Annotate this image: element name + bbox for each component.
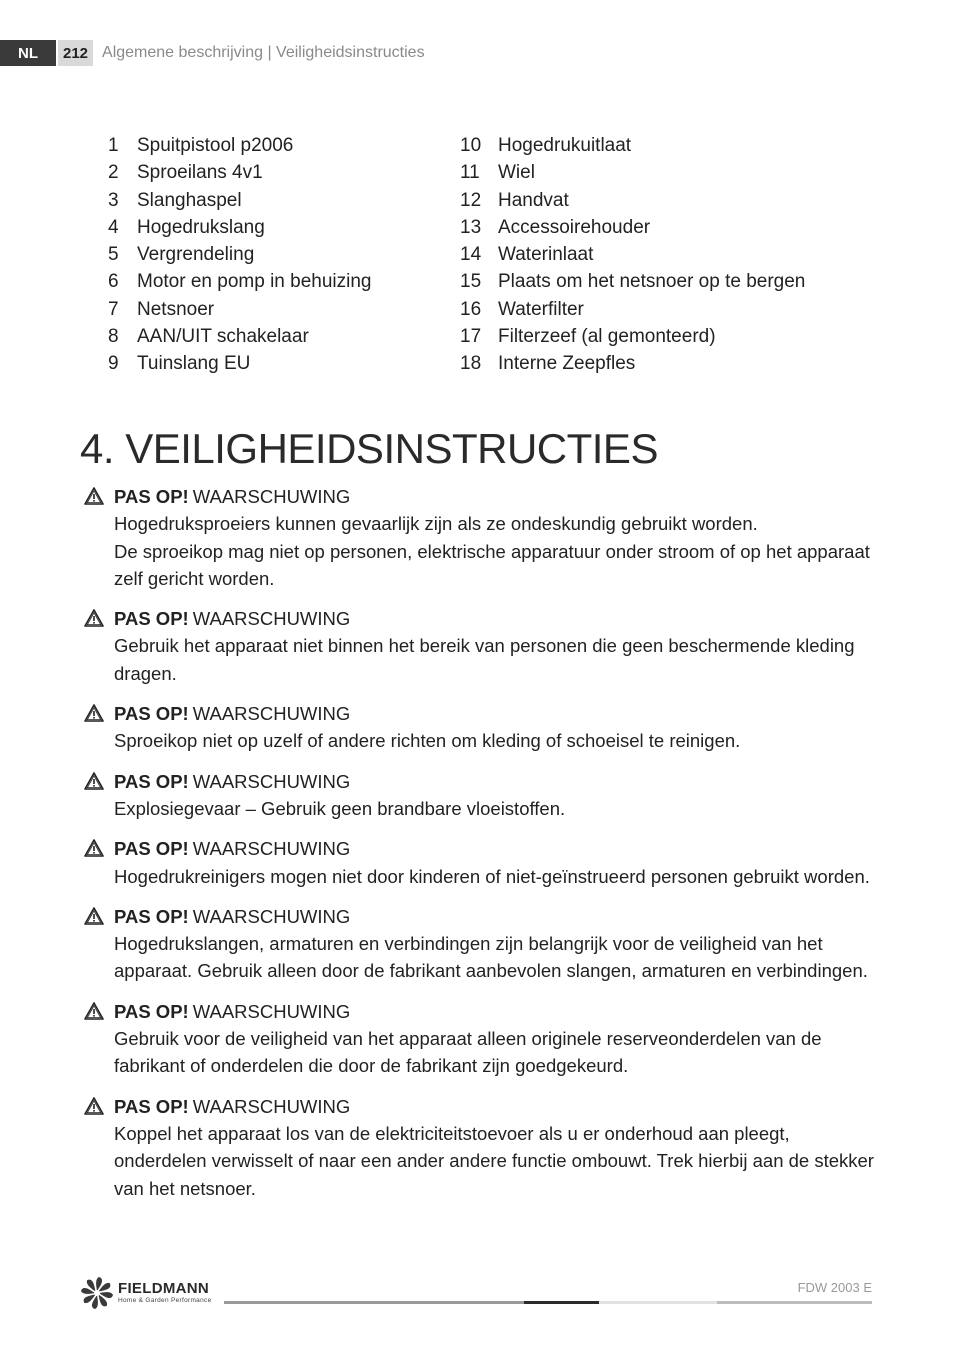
warning-triangle-icon — [84, 704, 104, 722]
list-item — [108, 241, 371, 268]
list-item — [108, 268, 371, 295]
fan-logo-icon — [80, 1276, 114, 1310]
warning-block — [84, 483, 884, 592]
page-header — [0, 40, 425, 66]
item-label: Hogedrukslang — [137, 216, 265, 238]
warning-caution: PAS OP! — [114, 486, 189, 507]
warning-title — [114, 483, 884, 510]
warning-caution: PAS OP! — [114, 770, 189, 792]
warning-triangle-icon — [84, 839, 104, 857]
list-item — [108, 296, 371, 323]
warning-block — [84, 700, 884, 755]
warning-triangle-icon — [84, 1097, 104, 1115]
item-label: Handvat — [498, 189, 569, 211]
warning-text-line: apparaat. Gebruik alleen door de fabrikant aanbevolen slangen, armaturen en verbindingen. — [114, 960, 868, 982]
item-number: 1 — [108, 135, 119, 156]
list-item — [460, 132, 805, 159]
item-number: 5 — [108, 244, 119, 266]
footer-rule — [599, 1301, 717, 1304]
warning-title — [114, 700, 884, 727]
brand-name: FIELDMANN — [118, 1280, 210, 1297]
item-label: Vergrendeling — [137, 244, 255, 266]
item-label: Tuinslang EU — [137, 353, 251, 375]
warning-triangle-icon — [84, 907, 104, 925]
item-number: 4 — [108, 216, 119, 238]
item-number: 6 — [108, 271, 119, 293]
parts-list-right — [460, 132, 805, 378]
page-number: 212 — [58, 40, 93, 66]
warning-label: WAARSCHUWING — [192, 608, 351, 630]
item-number: 9 — [108, 353, 119, 375]
warning-text-line: Gebruik het apparaat niet binnen het bereik van personen die geen beschermende kleding — [114, 635, 855, 657]
item-label: Spuitpistool p2006 — [137, 135, 294, 156]
footer-rule — [524, 1301, 599, 1304]
item-number: 15 — [460, 271, 482, 293]
item-label: Hogedrukuitlaat — [498, 135, 632, 156]
warning-label: WAARSCHUWING — [192, 1095, 351, 1117]
warning-label: WAARSCHUWING — [192, 838, 351, 860]
language-badge: NL — [0, 40, 56, 66]
item-label: Interne Zeepfles — [498, 353, 636, 375]
breadcrumb: Algemene beschrijving | Veiligheidsinstructies — [102, 44, 425, 61]
item-number: 10 — [460, 135, 482, 156]
footer-rule — [717, 1301, 872, 1304]
model-number: FDW 2003 E — [797, 1280, 872, 1295]
warning-title — [114, 1093, 884, 1120]
warning-block — [84, 605, 884, 687]
warning-text-line: Explosiegevaar – Gebruik geen brandbare vloeistoffen. — [114, 797, 566, 819]
warning-block — [84, 835, 884, 890]
warning-text-line: Hogedrukslangen, armaturen en verbindingen zijn belangrijk voor de veiligheid van het — [114, 933, 823, 955]
list-item — [108, 159, 371, 186]
warning-text-line: Hogedrukreinigers mogen niet door kinderen of niet-geïnstrueerd personen gebruikt worden. — [114, 865, 870, 887]
warning-caution: PAS OP! — [114, 838, 189, 860]
section-title: 4. VEILIGHEIDSINSTRUCTIES — [80, 425, 658, 472]
item-label: AAN/UIT schakelaar — [137, 326, 309, 348]
warning-title — [114, 903, 884, 930]
warning-text-line: onderdelen verwisselt of naar een ander andere functie ombouwt. Trek hierbij aan de stekker — [114, 1150, 874, 1172]
warning-text-line: Hogedruksproeiers kunnen gevaarlijk zijn als ze ondeskundig gebruikt worden. — [114, 513, 758, 535]
warning-text-line: Gebruik voor de veiligheid van het apparaat alleen originele reserveonderdelen van de — [114, 1028, 822, 1050]
item-label: Slanghaspel — [137, 189, 242, 211]
item-number: 7 — [108, 298, 119, 320]
item-number: 8 — [108, 326, 119, 348]
list-item — [460, 159, 805, 186]
parts-list-left — [108, 132, 371, 378]
warning-triangle-icon — [84, 1002, 104, 1020]
warning-caution: PAS OP! — [114, 1095, 189, 1117]
item-number: 13 — [460, 216, 482, 238]
warning-block — [84, 903, 884, 985]
warning-block — [84, 1093, 884, 1202]
warning-text-line: van het netsnoer. — [114, 1177, 256, 1199]
warning-caution: PAS OP! — [114, 703, 189, 725]
item-number: 14 — [460, 244, 482, 266]
list-item — [108, 132, 371, 159]
item-label: Filterzeef (al gemonteerd) — [498, 326, 716, 348]
brand-logo — [80, 1276, 211, 1310]
warning-text-line: zelf gericht worden. — [114, 567, 275, 589]
item-number: 17 — [460, 326, 482, 348]
list-item — [460, 323, 805, 350]
warning-title — [114, 605, 884, 632]
warning-text-line: De sproeikop mag niet op personen, elektrische apparatuur onder stroom of op het apparaat — [114, 540, 870, 562]
list-item — [460, 350, 805, 377]
warning-block — [84, 998, 884, 1080]
item-label: Waterfilter — [498, 298, 584, 320]
item-number: 18 — [460, 353, 482, 375]
item-label: Wiel — [498, 162, 535, 184]
warning-caution: PAS OP! — [114, 608, 189, 630]
list-item — [108, 187, 371, 214]
warning-triangle-icon — [84, 609, 104, 627]
warning-text-line: dragen. — [114, 662, 177, 684]
brand-tagline: Home & Garden Performance — [118, 1297, 212, 1304]
warning-label: WAARSCHUWING — [192, 1000, 351, 1022]
item-number: 2 — [108, 162, 119, 184]
warning-caution: PAS OP! — [114, 1000, 189, 1022]
list-item — [460, 214, 805, 241]
warning-caution: PAS OP! — [114, 905, 189, 927]
warning-triangle-icon — [84, 487, 104, 505]
item-number: 12 — [460, 189, 482, 211]
item-label: Plaats om het netsnoer op te bergen — [498, 271, 806, 293]
list-item — [108, 350, 371, 377]
item-label: Motor en pomp in behuizing — [137, 271, 372, 293]
item-label: Waterinlaat — [498, 244, 594, 266]
warning-text-line: fabrikant of onderdelen die door de fabrikant zijn goedgekeurd. — [114, 1055, 629, 1077]
warning-label: WAARSCHUWING — [192, 486, 351, 507]
warning-label: WAARSCHUWING — [192, 905, 351, 927]
warning-triangle-icon — [84, 772, 104, 790]
warning-title — [114, 998, 884, 1025]
item-number: 16 — [460, 298, 482, 320]
item-label: Accessoirehouder — [498, 216, 651, 238]
warning-label: WAARSCHUWING — [192, 703, 351, 725]
list-item — [108, 323, 371, 350]
list-item — [460, 187, 805, 214]
warning-label: WAARSCHUWING — [192, 770, 351, 792]
list-item — [460, 268, 805, 295]
warning-title — [114, 768, 884, 795]
list-item — [460, 241, 805, 268]
footer-rule — [224, 1301, 524, 1304]
warning-text-line: Sproeikop niet op uzelf of andere richten om kleding of schoeisel te reinigen. — [114, 730, 741, 752]
item-label: Netsnoer — [137, 298, 215, 320]
item-number: 11 — [460, 162, 480, 184]
item-number: 3 — [108, 189, 119, 211]
list-item — [460, 296, 805, 323]
list-item — [108, 214, 371, 241]
item-label: Sproeilans 4v1 — [137, 162, 263, 184]
warning-title — [114, 835, 884, 862]
warning-block — [84, 768, 884, 823]
warnings-list — [84, 483, 884, 1215]
warning-text-line: Koppel het apparaat los van de elektriciteitstoevoer als u er onderhoud aan pleegt, — [114, 1122, 790, 1144]
